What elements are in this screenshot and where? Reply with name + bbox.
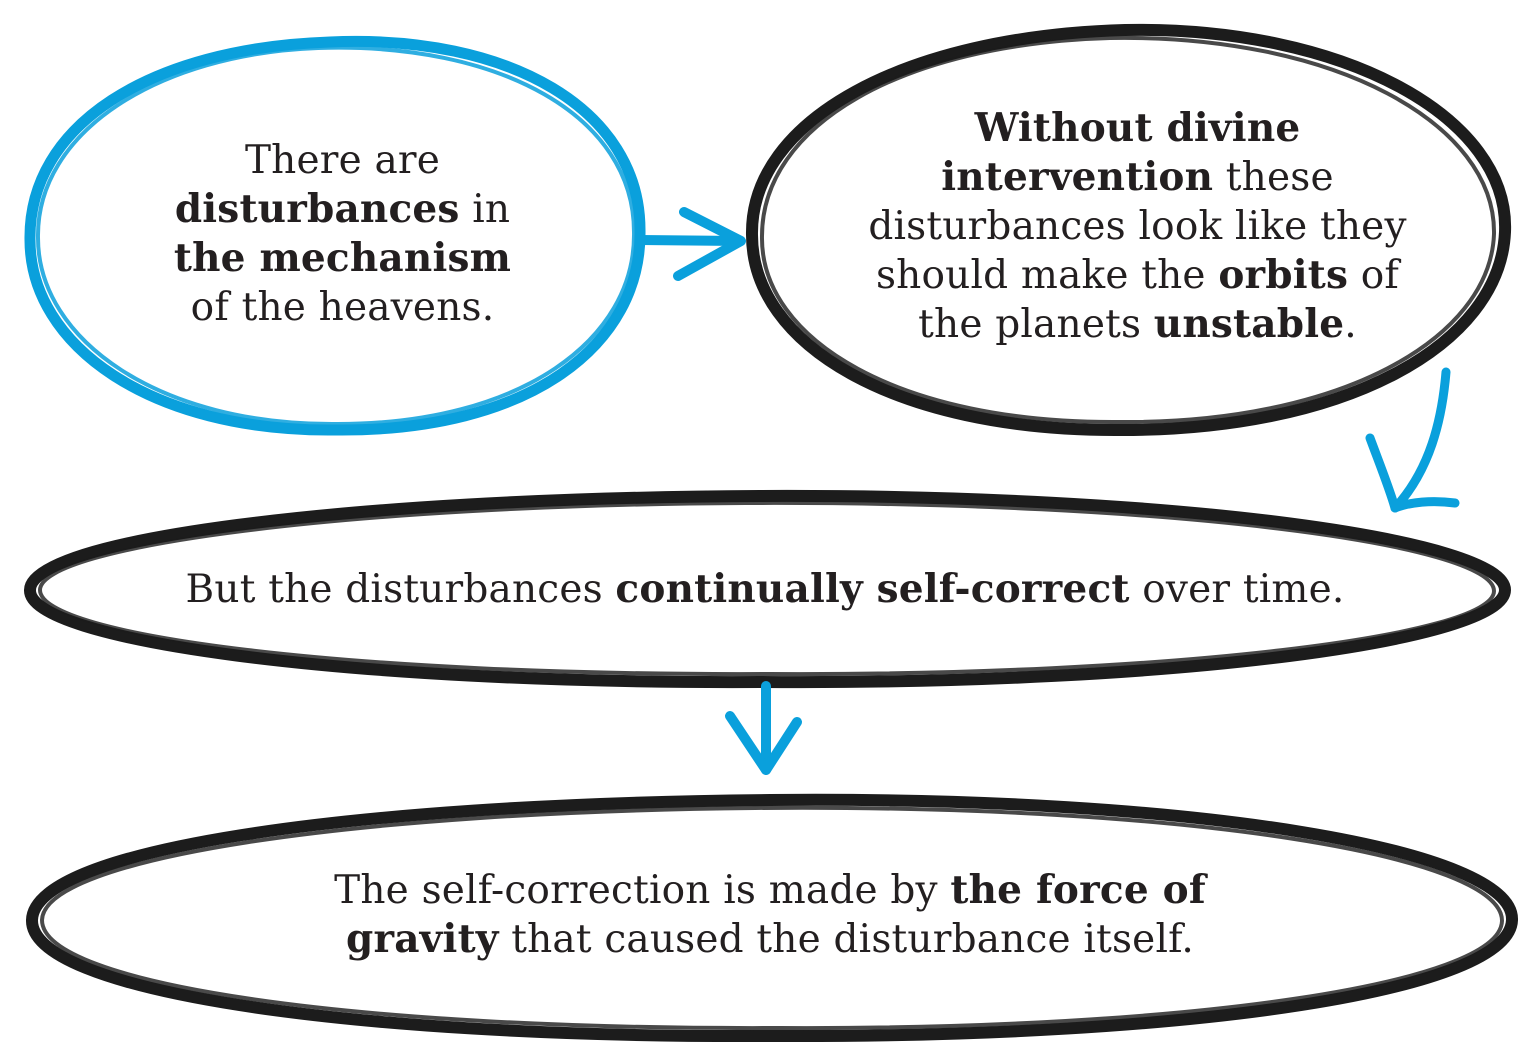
- body-text: that caused the disturbance itself.: [498, 917, 1194, 962]
- body-text: in: [459, 187, 511, 232]
- body-text: .: [1344, 302, 1357, 347]
- node-text-3: [80, 565, 1450, 614]
- node-2-line-1: [850, 104, 1425, 153]
- emphasis-text: gravity: [346, 916, 499, 962]
- node-2-line-3: [850, 202, 1425, 251]
- body-text: these: [1213, 155, 1334, 200]
- node-2-line-2: [850, 153, 1425, 202]
- node-2-line-5: [850, 300, 1425, 349]
- body-text: of: [1348, 253, 1400, 298]
- node-text-4: [280, 866, 1260, 964]
- node-1-line-4: [150, 283, 535, 332]
- node-3-line-1: [80, 565, 1450, 614]
- body-text: But the disturbances: [185, 567, 616, 612]
- emphasis-text: Without divine: [974, 105, 1301, 151]
- emphasis-text: continually self-correct: [615, 566, 1130, 612]
- body-text: disturbances look like they: [868, 204, 1407, 249]
- body-text: over time.: [1129, 567, 1345, 612]
- node-1-line-3: [150, 234, 535, 283]
- body-text: There are: [244, 138, 441, 183]
- emphasis-text: unstable: [1153, 301, 1345, 347]
- arrow-node1-to-node2: [640, 212, 741, 276]
- body-text: The self-correction is made by: [334, 868, 951, 913]
- node-4-line-1: [280, 866, 1260, 915]
- body-text: the planets: [918, 302, 1154, 347]
- emphasis-text: the mechanism: [173, 235, 512, 281]
- node-2-line-4: [850, 251, 1425, 300]
- arrow-node3-to-node4: [730, 686, 797, 770]
- emphasis-text: disturbances: [174, 186, 460, 232]
- node-1-line-2: [150, 185, 535, 234]
- emphasis-text: orbits: [1218, 252, 1349, 298]
- body-text: should make the: [875, 253, 1219, 298]
- node-4-line-2: [280, 915, 1260, 964]
- emphasis-text: intervention: [941, 154, 1214, 200]
- body-text: of the heavens.: [190, 285, 495, 330]
- node-text-1: [150, 136, 535, 332]
- arrow-node2-to-node3: [1370, 372, 1455, 508]
- node-text-2: [850, 104, 1425, 349]
- node-1-line-1: [150, 136, 535, 185]
- emphasis-text: the force of: [950, 867, 1206, 913]
